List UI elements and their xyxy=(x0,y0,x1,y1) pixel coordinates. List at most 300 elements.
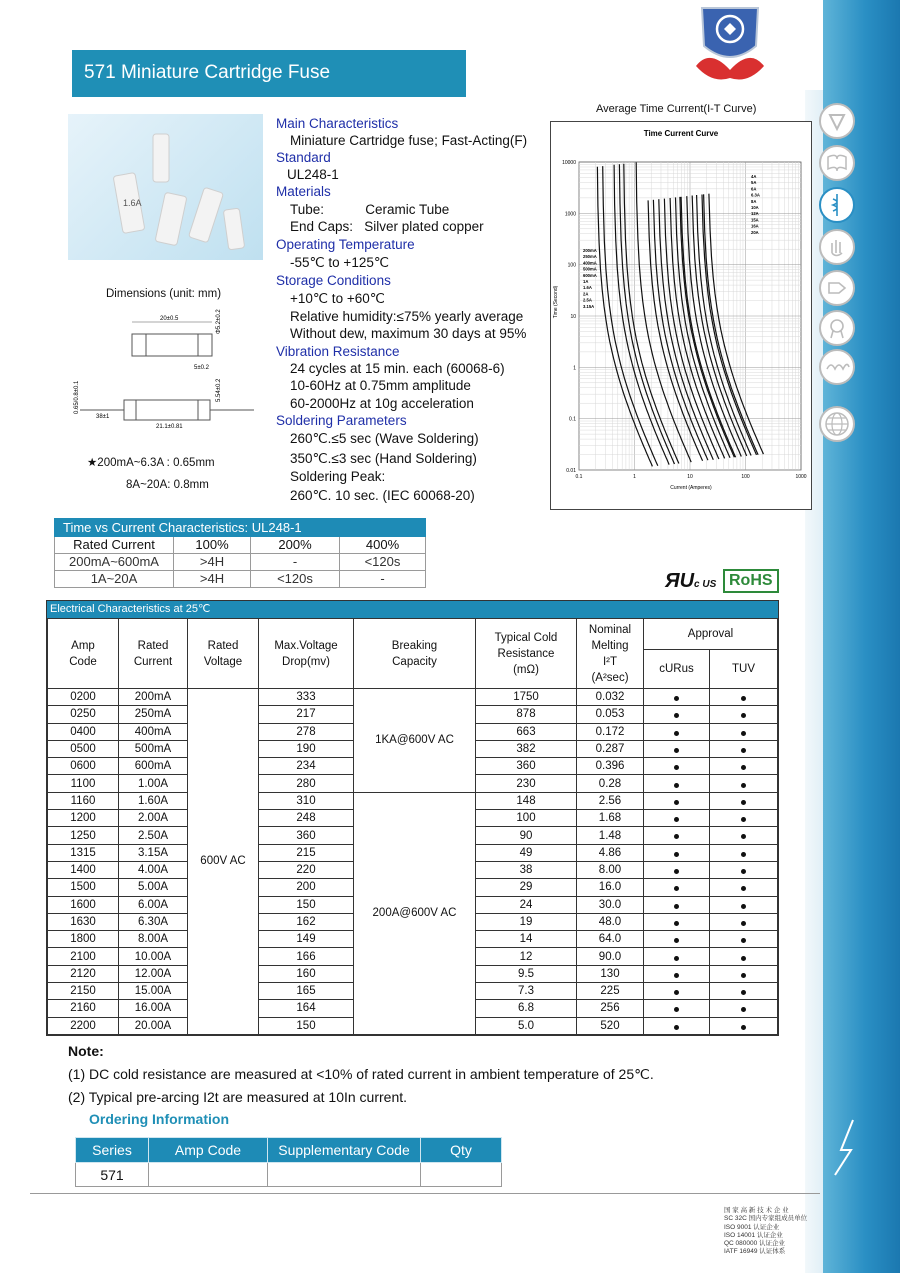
elec-cell: 49 xyxy=(476,844,577,861)
chart-series-500mA xyxy=(619,164,674,464)
elec-cell: 234 xyxy=(259,758,354,775)
heading-storage-conditions: Storage Conditions xyxy=(276,273,391,288)
elec-header-rated: Rated Current xyxy=(119,619,188,689)
chart-y-tick: 0.1 xyxy=(569,416,576,423)
elec-cell: 24 xyxy=(476,896,577,913)
elec-cell: 0200 xyxy=(48,689,119,706)
chart-x-tick: 100 xyxy=(741,474,750,480)
elec-cell: 2160 xyxy=(48,1000,119,1017)
elec-cell: 5.0 xyxy=(476,1017,577,1034)
globe-icon[interactable] xyxy=(819,406,855,442)
elec-cell: 1800 xyxy=(48,931,119,948)
elec-cell: 90 xyxy=(476,827,577,844)
approved-dot-icon xyxy=(674,748,679,753)
curus-approved-cell xyxy=(644,689,710,706)
elec-cell: 7.3 xyxy=(476,983,577,1000)
dim-diameter-label: Φ5.2±0.2 xyxy=(216,309,222,334)
elec-cell: 90.0 xyxy=(577,948,644,965)
elec-cell: 1315 xyxy=(48,844,119,861)
elec-cell: 8.00 xyxy=(577,861,644,878)
elec-cell: 16.00A xyxy=(119,1000,188,1017)
vibration-line-1: 24 cycles at 15 min. each (60068-6) xyxy=(290,361,505,376)
chart-legend-left-item: 400mA xyxy=(583,260,597,266)
chart-y-tick: 1 xyxy=(573,365,576,372)
elec-cell: 29 xyxy=(476,879,577,896)
elec-cell: 1630 xyxy=(48,913,119,930)
tuv-approved-cell xyxy=(710,913,778,930)
ord-header-series: Series xyxy=(76,1138,149,1163)
curus-approved-cell xyxy=(644,965,710,982)
elec-cell: 6.8 xyxy=(476,1000,577,1017)
elec-cell: 3.15A xyxy=(119,844,188,861)
elec-cell: 0600 xyxy=(48,758,119,775)
approved-dot-icon xyxy=(741,1007,746,1012)
chart-caption: Average Time Current(I-T Curve) xyxy=(596,103,757,115)
tvc-header-rated: Rated Current xyxy=(55,537,174,554)
ord-header-supplementary: Supplementary Code xyxy=(268,1138,421,1163)
elec-cell: 225 xyxy=(577,983,644,1000)
tuv-approved-cell xyxy=(710,896,778,913)
chart-x-tick: 1 xyxy=(633,474,636,480)
footer-line: QC 080000 认证企业 xyxy=(724,1240,786,1248)
tvc-header-100: 100% xyxy=(174,537,251,554)
elec-cell: 165 xyxy=(259,983,354,1000)
chart-y-tick: 10000 xyxy=(562,160,576,166)
approved-dot-icon xyxy=(674,731,679,736)
curus-approved-cell xyxy=(644,913,710,930)
elec-cell: 166 xyxy=(259,948,354,965)
approved-dot-icon xyxy=(674,1007,679,1012)
elec-cell: 310 xyxy=(259,792,354,809)
curus-approved-cell xyxy=(644,1017,710,1034)
elec-cell: 878 xyxy=(476,706,577,723)
curus-approved-cell xyxy=(644,792,710,809)
tuv-approved-cell xyxy=(710,879,778,896)
elec-cell: 200 xyxy=(259,879,354,896)
elec-cell: 2100 xyxy=(48,948,119,965)
elec-cell: 0.172 xyxy=(577,723,644,740)
elec-cell: 130 xyxy=(577,965,644,982)
approved-dot-icon xyxy=(674,1025,679,1030)
elec-row xyxy=(48,689,778,706)
elec-cell: 1250 xyxy=(48,827,119,844)
elec-header-curus: cURus xyxy=(644,650,710,689)
ord-header-amp-code: Amp Code xyxy=(149,1138,268,1163)
heading-standard: Standard xyxy=(276,150,331,165)
tuv-approved-cell xyxy=(710,775,778,792)
elec-cell: 4.00A xyxy=(119,861,188,878)
soldering-line-1: 260℃.≤5 sec (Wave Soldering) xyxy=(290,431,479,446)
approved-dot-icon xyxy=(741,765,746,770)
elec-cell: 256 xyxy=(577,1000,644,1017)
ord-header-qty: Qty xyxy=(421,1138,502,1163)
elec-cell: 1.60A xyxy=(119,792,188,809)
elec-cell: 6.30A xyxy=(119,913,188,930)
soldering-line-4: 260℃. 10 sec. (IEC 60068-20) xyxy=(290,488,475,503)
approved-dot-icon xyxy=(674,956,679,961)
curus-approved-cell xyxy=(644,948,710,965)
footer-certifications xyxy=(724,1207,807,1257)
dimension-drawing xyxy=(68,304,264,440)
curus-approved-cell xyxy=(644,723,710,740)
elec-cell: 162 xyxy=(259,913,354,930)
elec-header-amp: Amp Code xyxy=(48,619,119,689)
curus-approved-cell xyxy=(644,879,710,896)
curus-approved-cell xyxy=(644,827,710,844)
elec-cell: 1.48 xyxy=(577,827,644,844)
approved-dot-icon xyxy=(674,904,679,909)
elec-cell: 1750 xyxy=(476,689,577,706)
curus-approved-cell xyxy=(644,810,710,827)
elec-header-cold: Typical Cold Resistance (mΩ) xyxy=(476,619,577,689)
materials-caps: End Caps: Silver plated copper xyxy=(290,219,484,234)
chart-series-1A xyxy=(636,162,691,462)
tvc-cell: >4H xyxy=(174,554,251,571)
shield-check-icon[interactable] xyxy=(819,103,855,139)
elec-cell: 0.396 xyxy=(577,758,644,775)
approved-dot-icon xyxy=(674,852,679,857)
dim-note-1: ★200mA~6.3A : 0.65mm xyxy=(87,457,215,469)
elec-cell: 6.00A xyxy=(119,896,188,913)
elec-cell: 663 xyxy=(476,723,577,740)
tvc-cell: >4H xyxy=(174,571,251,588)
main-characteristics-value: Miniature Cartridge fuse; Fast-Acting(F) xyxy=(290,133,528,148)
operating-temperature-value: -55℃ to +125℃ xyxy=(290,255,390,270)
approved-dot-icon xyxy=(674,990,679,995)
tvc-cell: <120s xyxy=(251,571,340,588)
chart-legend-left-item: 2A xyxy=(583,291,589,297)
tvc-cell: 200mA~600mA xyxy=(55,554,174,571)
approved-dot-icon xyxy=(741,886,746,891)
time-vs-current-table xyxy=(54,518,426,588)
elec-header-melting: Nominal Melting I²T (A²sec) xyxy=(577,619,644,689)
elec-cell: 0.032 xyxy=(577,689,644,706)
elec-cell: 2.50A xyxy=(119,827,188,844)
elec-cell: 382 xyxy=(476,740,577,757)
title-bar xyxy=(72,50,466,97)
tvc-cell: - xyxy=(251,554,340,571)
tvc-cell: 1A~20A xyxy=(55,571,174,588)
tuv-approved-cell xyxy=(710,844,778,861)
elec-cell: 1200 xyxy=(48,810,119,827)
approved-dot-icon xyxy=(741,834,746,839)
elec-cell: 1400 xyxy=(48,861,119,878)
ul-cert-text: c US xyxy=(694,579,717,590)
elec-breaking-cell-1: 1KA@600V AC xyxy=(354,689,476,793)
approved-dot-icon xyxy=(674,783,679,788)
chart-legend-right-item: 20A xyxy=(751,229,759,235)
approved-dot-icon xyxy=(741,938,746,943)
chart-legend-left-item: 1.6A xyxy=(583,285,592,291)
chart-x-tick: 0.1 xyxy=(575,474,583,480)
chart-y-tick: 10 xyxy=(570,314,576,320)
approved-dot-icon xyxy=(741,731,746,736)
curus-approved-cell xyxy=(644,706,710,723)
elec-cell: 150 xyxy=(259,1017,354,1034)
wave-icon[interactable] xyxy=(819,349,855,385)
footer-line: SC 32C 国内专家组成员单位 xyxy=(724,1215,808,1223)
footer-line: ISO 9001 认证企业 xyxy=(724,1223,780,1231)
electrical-characteristics xyxy=(46,600,779,1036)
tuv-approved-cell xyxy=(710,706,778,723)
chart-legend-right-item: 5A xyxy=(751,180,757,186)
elec-cell: 12 xyxy=(476,948,577,965)
heading-soldering-parameters: Soldering Parameters xyxy=(276,413,407,428)
footer-divider xyxy=(30,1193,820,1194)
elec-cell: 149 xyxy=(259,931,354,948)
elec-cell: 2200 xyxy=(48,1017,119,1034)
approved-dot-icon xyxy=(674,800,679,805)
approved-dot-icon xyxy=(674,869,679,874)
chart-legend-left-item: 2.5A xyxy=(583,297,592,303)
elec-cell: 30.0 xyxy=(577,896,644,913)
ord-series-value: 571 xyxy=(76,1163,149,1187)
chart-legend-left-item: 500mA xyxy=(583,266,597,272)
tvc-cell: - xyxy=(340,571,426,588)
elec-cell: 15.00A xyxy=(119,983,188,1000)
dim-cap-label: 5±0.2 xyxy=(194,365,209,371)
tuv-approved-cell xyxy=(710,965,778,982)
chart-legend-right-item: 8A xyxy=(751,198,757,204)
elec-cell: 0.053 xyxy=(577,706,644,723)
tuv-approved-cell xyxy=(710,931,778,948)
chart-legend-left-item: 3.15A xyxy=(583,303,595,309)
elec-cell: 12.00A xyxy=(119,965,188,982)
elec-cell: 220 xyxy=(259,861,354,878)
ord-supplementary-value[interactable] xyxy=(268,1163,421,1187)
company-logo xyxy=(690,2,770,88)
dim-overall-label: 21.1±0.81 xyxy=(156,424,183,430)
chart-legend-left-item: 1A xyxy=(583,279,589,284)
curus-approved-cell xyxy=(644,861,710,878)
elec-cell: 0.287 xyxy=(577,740,644,757)
elec-cell: 280 xyxy=(259,775,354,792)
elec-cell: 250mA xyxy=(119,706,188,723)
elec-cell: 190 xyxy=(259,740,354,757)
product-photo xyxy=(68,114,263,260)
elec-cell: 9.5 xyxy=(476,965,577,982)
elec-header-drop: Max.Voltage Drop(mv) xyxy=(259,619,354,689)
chart-y-tick: 1000 xyxy=(564,211,576,218)
footer-line: IATF 16949 认证体系 xyxy=(724,1248,786,1256)
ul-mark-icon: ЯU xyxy=(665,570,695,592)
elec-cell: 2.56 xyxy=(577,792,644,809)
soldering-line-2: 350℃.≤3 sec (Hand Soldering) xyxy=(290,451,477,466)
elec-header-voltage: Rated Voltage xyxy=(188,619,259,689)
approved-dot-icon xyxy=(741,973,746,978)
approved-dot-icon xyxy=(741,713,746,718)
approved-dot-icon xyxy=(674,696,679,701)
elec-cell: 500mA xyxy=(119,740,188,757)
ordering-title: Ordering Information xyxy=(89,1111,229,1127)
elec-row xyxy=(48,792,778,809)
elec-cell: 1.68 xyxy=(577,810,644,827)
product-marking: 1.6A xyxy=(123,198,142,208)
vibration-line-2: 10-60Hz at 0.75mm amplitude xyxy=(290,378,471,393)
elec-cell: 0250 xyxy=(48,706,119,723)
elec-cell: 278 xyxy=(259,723,354,740)
chart-x-tick: 1000 xyxy=(795,474,807,480)
tuv-approved-cell xyxy=(710,983,778,1000)
hand-icon[interactable] xyxy=(819,229,855,265)
tuv-approved-cell xyxy=(710,792,778,809)
chart-y-tick: 100 xyxy=(567,262,576,269)
elec-breaking-cell-2: 200A@600V AC xyxy=(354,792,476,1034)
curus-approved-cell xyxy=(644,844,710,861)
elec-cell: 19 xyxy=(476,913,577,930)
chart-legend-right-item: 15A xyxy=(751,217,759,223)
chart-legend-left-item: 250mA xyxy=(583,254,597,260)
elec-cell: 360 xyxy=(476,758,577,775)
elec-cell: 20.00A xyxy=(119,1017,188,1034)
chart-x-tick: 10 xyxy=(687,474,693,480)
elec-cell: 64.0 xyxy=(577,931,644,948)
approved-dot-icon xyxy=(674,973,679,978)
elec-cell: 150 xyxy=(259,896,354,913)
curus-approved-cell xyxy=(644,740,710,757)
dim-note-2: 8A~20A: 0.8mm xyxy=(126,479,209,491)
heading-operating-temperature: Operating Temperature xyxy=(276,237,415,252)
elec-cell: 215 xyxy=(259,844,354,861)
approved-dot-icon xyxy=(674,765,679,770)
tuv-approved-cell xyxy=(710,723,778,740)
tuv-approved-cell xyxy=(710,810,778,827)
elec-cell: 1.00A xyxy=(119,775,188,792)
ord-amp-code-value[interactable] xyxy=(149,1163,268,1187)
curus-approved-cell xyxy=(644,983,710,1000)
approved-dot-icon xyxy=(674,817,679,822)
elec-cell: 248 xyxy=(259,810,354,827)
elec-cell: 217 xyxy=(259,706,354,723)
elec-header-breaking: Breaking Capacity xyxy=(354,619,476,689)
storage-temp: +10℃ to +60℃ xyxy=(290,291,385,306)
elec-cell: 1500 xyxy=(48,879,119,896)
elec-cell: 200mA xyxy=(119,689,188,706)
approved-dot-icon xyxy=(741,748,746,753)
ord-qty-value[interactable] xyxy=(421,1163,502,1187)
elec-cell: 4.86 xyxy=(577,844,644,861)
chart-legend-right-item: 16A xyxy=(751,223,759,229)
chart-legend-right-item: 4A xyxy=(751,174,757,179)
approved-dot-icon xyxy=(741,783,746,788)
approved-dot-icon xyxy=(674,834,679,839)
elec-cell: 2150 xyxy=(48,983,119,1000)
tvc-header-200: 200% xyxy=(251,537,340,554)
elec-cell: 360 xyxy=(259,827,354,844)
tuv-approved-cell xyxy=(710,948,778,965)
tvc-cell: <120s xyxy=(340,554,426,571)
elec-cell: 10.00A xyxy=(119,948,188,965)
chart-legend-right-item: 12A xyxy=(751,211,759,217)
elec-cell: 48.0 xyxy=(577,913,644,930)
note-1: (1) DC cold resistance are measured at <10% of rated current in ambient temperature of 25℃. xyxy=(68,1066,654,1082)
elec-cell: 164 xyxy=(259,1000,354,1017)
elec-cell: 5.00A xyxy=(119,879,188,896)
approved-dot-icon xyxy=(741,921,746,926)
book-icon[interactable] xyxy=(819,145,855,181)
chart-legend-left-item: 200mA xyxy=(583,248,597,253)
heading-main-characteristics: Main Characteristics xyxy=(276,116,399,131)
chart-series-10A xyxy=(692,196,747,456)
elec-cell: 400mA xyxy=(119,723,188,740)
storage-humidity: Relative humidity:≤75% yearly average xyxy=(290,309,524,324)
elec-cell: 333 xyxy=(259,689,354,706)
chart-legend-left-item: 600mA xyxy=(583,272,597,278)
approved-dot-icon xyxy=(741,696,746,701)
elec-header-approval: Approval xyxy=(644,619,778,650)
approved-dot-icon xyxy=(741,1025,746,1030)
curus-approved-cell xyxy=(644,896,710,913)
chart-title: Time Current Curve xyxy=(643,129,719,138)
approved-dot-icon xyxy=(674,713,679,718)
footer-line: ISO 14001 认证企业 xyxy=(724,1231,783,1239)
chart-ylabel: Time (Second) xyxy=(553,285,559,319)
tuv-approved-cell xyxy=(710,1000,778,1017)
tuv-approved-cell xyxy=(710,861,778,878)
heading-vibration-resistance: Vibration Resistance xyxy=(276,344,400,359)
chart-svg xyxy=(551,122,811,509)
elec-cell: 1100 xyxy=(48,775,119,792)
chart-y-tick: 0.01 xyxy=(566,468,576,474)
elec-cell: 230 xyxy=(476,775,577,792)
dimensions-title: Dimensions (unit: mm) xyxy=(106,288,222,300)
dim-lead-label: 0.65/0.8±0.1 xyxy=(74,380,80,414)
plug-icon[interactable] xyxy=(819,270,855,306)
tvc-header-400: 400% xyxy=(340,537,426,554)
approved-dot-icon xyxy=(741,904,746,909)
curus-approved-cell xyxy=(644,758,710,775)
elec-cell: 1600 xyxy=(48,896,119,913)
fuse-icon[interactable] xyxy=(819,187,855,223)
elec-cell: 148 xyxy=(476,792,577,809)
approved-dot-icon xyxy=(741,956,746,961)
vibration-line-3: 60-2000Hz at 10g acceleration xyxy=(290,396,474,411)
curus-approved-cell xyxy=(644,775,710,792)
standard-value: UL248-1 xyxy=(287,167,339,182)
tuv-approved-cell xyxy=(710,689,778,706)
time-current-chart xyxy=(550,121,812,510)
elec-cell: 1160 xyxy=(48,792,119,809)
elec-cell: 2120 xyxy=(48,965,119,982)
elec-cell: 600mA xyxy=(119,758,188,775)
chart-legend-right-item: 10A xyxy=(751,205,759,210)
tuv-approved-cell xyxy=(710,740,778,757)
award-icon[interactable] xyxy=(819,310,855,346)
elec-table xyxy=(47,618,778,1035)
curus-approved-cell xyxy=(644,1000,710,1017)
elec-cell: 16.0 xyxy=(577,879,644,896)
materials-tube: Tube: Ceramic Tube xyxy=(290,202,450,217)
dim-body-label: 5.54±0.2 xyxy=(216,378,222,402)
tuv-approved-cell xyxy=(710,827,778,844)
approved-dot-icon xyxy=(741,817,746,822)
approved-dot-icon xyxy=(674,938,679,943)
dim-length-label: 20±0.5 xyxy=(160,316,179,322)
chart-legend-right-item: 6A xyxy=(751,186,757,192)
page-title: 571 Miniature Cartridge Fuse xyxy=(84,62,331,83)
note-2: (2) Typical pre-arcing I2t are measured at 10In current. xyxy=(68,1089,408,1105)
elec-cell: 8.00A xyxy=(119,931,188,948)
elec-title: Electrical Characteristics at 25℃ xyxy=(47,601,778,618)
approved-dot-icon xyxy=(674,886,679,891)
soldering-line-3: Soldering Peak: xyxy=(290,469,386,484)
chart-xlabel: Current (Amperes) xyxy=(670,485,712,491)
storage-dew: Without dew, maximum 30 days at 95% xyxy=(290,326,527,341)
elec-cell: 0400 xyxy=(48,723,119,740)
elec-cell: 520 xyxy=(577,1017,644,1034)
elec-cell: 38 xyxy=(476,861,577,878)
approved-dot-icon xyxy=(674,921,679,926)
